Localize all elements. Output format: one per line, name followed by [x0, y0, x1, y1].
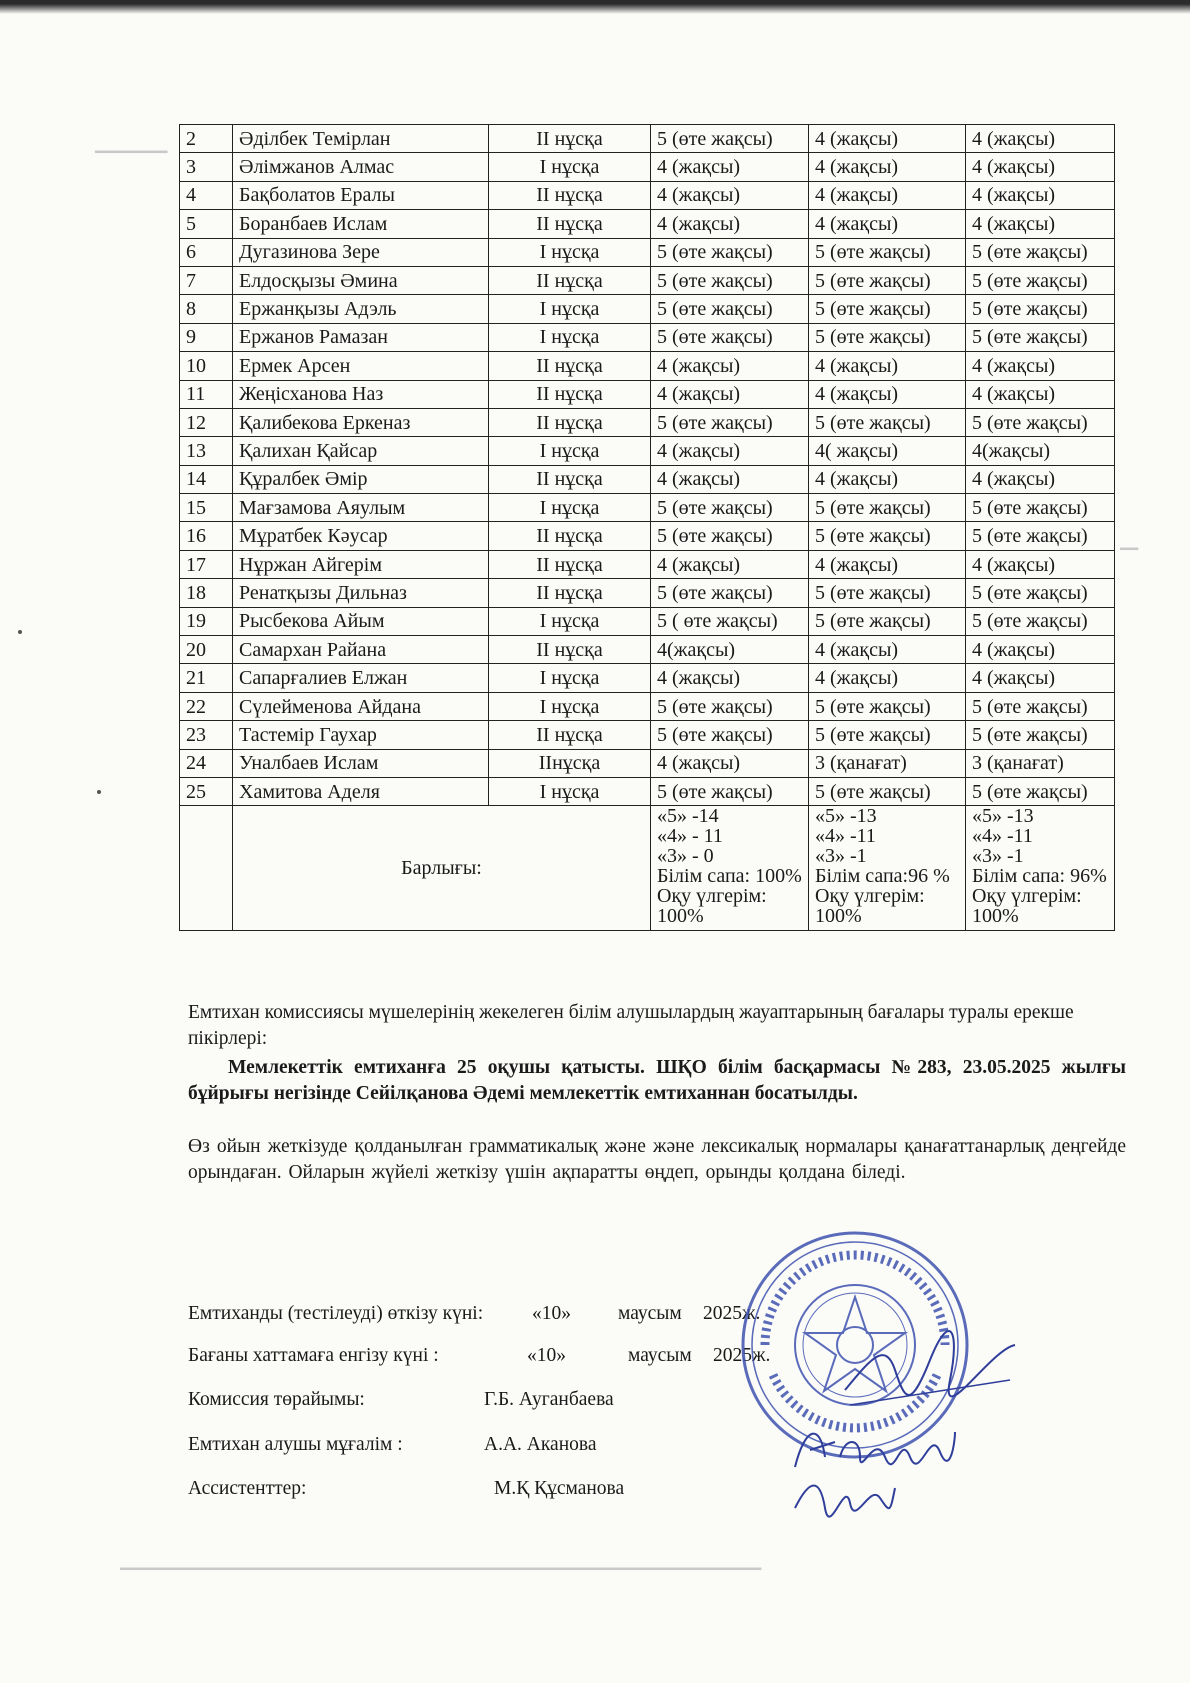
test-variant: I нұсқа [489, 437, 651, 465]
row-number: 17 [180, 550, 233, 578]
row-number: 7 [180, 266, 233, 294]
grades-table [179, 124, 1115, 931]
grade-exam-3: 5 (өте жақсы) [966, 295, 1115, 323]
grade-exam-2: 4 (жақсы) [809, 465, 966, 493]
scan-top-edge [0, 0, 1190, 14]
grade-exam-1: 5 ( өте жақсы) [651, 607, 809, 635]
exam-date-month: маусым [618, 1303, 682, 1324]
grade-exam-2: 4 (жақсы) [809, 352, 966, 380]
row-number: 11 [180, 380, 233, 408]
totals-count-5: «5» -13 [815, 805, 877, 828]
student-name: Ермек Арсен [233, 352, 489, 380]
table-row [180, 408, 1115, 436]
student-name: Бақболатов Ералы [233, 181, 489, 209]
grade-exam-3: 5 (өте жақсы) [966, 494, 1115, 522]
grade-exam-3: 4(жақсы) [966, 437, 1115, 465]
grade-exam-3: 4 (жақсы) [966, 153, 1115, 181]
totals-count-4: «4» - 11 [657, 825, 723, 848]
grade-exam-1: 5 (өте жақсы) [651, 522, 809, 550]
student-name: Боранбаев Ислам [233, 210, 489, 238]
test-variant: II нұсқа [489, 550, 651, 578]
grade-exam-2: 5 (өте жақсы) [809, 721, 966, 749]
test-variant: II нұсқа [489, 579, 651, 607]
test-variant: I нұсқа [489, 323, 651, 351]
row-number: 23 [180, 721, 233, 749]
grade-exam-3: 4 (жақсы) [966, 181, 1115, 209]
test-variant: II нұсқа [489, 465, 651, 493]
grade-exam-1: 5 (өте жақсы) [651, 579, 809, 607]
grade-exam-1: 4 (жақсы) [651, 749, 809, 777]
grade-exam-3: 5 (өте жақсы) [966, 721, 1115, 749]
test-variant: II нұсқа [489, 721, 651, 749]
grade-exam-2: 4 (жақсы) [809, 125, 966, 153]
table-row [180, 437, 1115, 465]
test-variant: II нұсқа [489, 210, 651, 238]
grade-exam-1: 4 (жақсы) [651, 181, 809, 209]
grade-exam-3: 5 (өте жақсы) [966, 692, 1115, 720]
table-row [180, 636, 1115, 664]
chair-name: Г.Б. Ауганбаева [484, 1389, 614, 1410]
row-number: 10 [180, 352, 233, 380]
grade-exam-3: 5 (өте жақсы) [966, 607, 1115, 635]
grade-exam-1: 5 (өте жақсы) [651, 125, 809, 153]
entry-date-day: «10» [527, 1345, 566, 1366]
totals-progress-label: Оқу үлгерім: [815, 885, 925, 908]
grade-exam-2: 4 (жақсы) [809, 380, 966, 408]
grade-exam-1: 5 (өте жақсы) [651, 494, 809, 522]
grade-exam-2: 4 (жақсы) [809, 210, 966, 238]
grade-exam-1: 5 (өте жақсы) [651, 692, 809, 720]
student-name: Ренатқызы Дильназ [233, 579, 489, 607]
student-name: Қалихан Қайсар [233, 437, 489, 465]
totals-count-5: «5» -13 [972, 805, 1034, 828]
student-name: Рысбекова Айым [233, 607, 489, 635]
scan-speck [97, 790, 101, 794]
totals-row [180, 806, 1115, 931]
grade-exam-1: 4 (жақсы) [651, 664, 809, 692]
grade-exam-2: 4 (жақсы) [809, 181, 966, 209]
grade-exam-3: 5 (өте жақсы) [966, 266, 1115, 294]
table-row [180, 238, 1115, 266]
totals-progress-label: Оқу үлгерім: [657, 885, 767, 908]
student-name: Ержанқызы Адэль [233, 295, 489, 323]
test-variant: II нұсқа [489, 266, 651, 294]
student-name: Ержанов Рамазан [233, 323, 489, 351]
test-variant: I нұсқа [489, 692, 651, 720]
table-row [180, 380, 1115, 408]
totals-progress-value: 100% [972, 905, 1019, 928]
student-name: Мағзамова Аяулым [233, 494, 489, 522]
grade-exam-1: 5 (өте жақсы) [651, 295, 809, 323]
student-name: Самархан Райана [233, 636, 489, 664]
grade-exam-3: 4 (жақсы) [966, 636, 1115, 664]
row-number: 18 [180, 579, 233, 607]
table-row [180, 607, 1115, 635]
notes-heading: Емтихан комиссиясы мүшелерінің жекелеген білім алушылардың жауаптарының бағалары туралы ерекше пікірлері: [188, 1002, 1074, 1049]
table-row [180, 181, 1115, 209]
table-row [180, 522, 1115, 550]
test-variant: II нұсқа [489, 408, 651, 436]
notes-bold-statement: Мемлекеттік емтиханға 25 оқушы қатысты. ШҚО білім басқармасы №283, 23.05.2025 жылғы бұйрығы негізінде Сейілқанова Әдемі мемлекеттік емтиханнан босатылды. [188, 1057, 1126, 1104]
exam-date-day: «10» [532, 1303, 571, 1324]
grade-exam-2: 5 (өте жақсы) [809, 777, 966, 805]
student-name: Әлімжанов Алмас [233, 153, 489, 181]
student-name: Жеңісханова Наз [233, 380, 489, 408]
grade-exam-2: 4 (жақсы) [809, 550, 966, 578]
grade-exam-2: 4( жақсы) [809, 437, 966, 465]
test-variant: I нұсқа [489, 295, 651, 323]
grade-exam-1: 4(жақсы) [651, 636, 809, 664]
test-variant: II нұсқа [489, 636, 651, 664]
grade-exam-2: 5 (өте жақсы) [809, 238, 966, 266]
test-variant: II нұсқа [489, 125, 651, 153]
row-number: 15 [180, 494, 233, 522]
row-number: 21 [180, 664, 233, 692]
test-variant: I нұсқа [489, 238, 651, 266]
grade-exam-3: 4 (жақсы) [966, 210, 1115, 238]
totals-quality: Білім сапа: 96% [972, 865, 1107, 888]
table-row [180, 295, 1115, 323]
exam-date-label: Емтиханды (тестілеуді) өткізу күні: [188, 1303, 484, 1324]
grade-exam-3: 4 (жақсы) [966, 664, 1115, 692]
table-row [180, 749, 1115, 777]
grade-exam-2: 5 (өте жақсы) [809, 295, 966, 323]
totals-label: Барлығы: [233, 806, 651, 931]
teacher-name: А.А. Аканова [484, 1434, 597, 1455]
test-variant: II нұсқа [489, 181, 651, 209]
totals-quality: Білім сапа:96 % [815, 865, 950, 888]
student-name: Қалибекова Еркеназ [233, 408, 489, 436]
assistants-name: М.Қ Құсманова [494, 1478, 625, 1499]
student-name: Әділбек Темірлан [233, 125, 489, 153]
row-number: 19 [180, 607, 233, 635]
test-variant: I нұсқа [489, 494, 651, 522]
grade-exam-2: 4 (жақсы) [809, 664, 966, 692]
totals-count-3: «3» -1 [972, 845, 1024, 868]
row-number: 12 [180, 408, 233, 436]
row-number: 2 [180, 125, 233, 153]
totals-count-4: «4» -11 [972, 825, 1033, 848]
grade-exam-2: 4 (жақсы) [809, 636, 966, 664]
test-variant: I нұсқа [489, 153, 651, 181]
row-number: 3 [180, 153, 233, 181]
entry-date-year: 2025ж. [713, 1345, 771, 1366]
grade-exam-3: 4 (жақсы) [966, 380, 1115, 408]
grade-exam-2: 5 (өте жақсы) [809, 579, 966, 607]
row-number: 13 [180, 437, 233, 465]
grade-exam-2: 5 (өте жақсы) [809, 266, 966, 294]
test-variant: II нұсқа [489, 352, 651, 380]
student-name: Сапарғалиев Елжан [233, 664, 489, 692]
grade-exam-3: 5 (өте жақсы) [966, 323, 1115, 351]
test-variant: I нұсқа [489, 607, 651, 635]
test-variant: I нұсқа [489, 664, 651, 692]
row-number: 22 [180, 692, 233, 720]
student-name: Құралбек Әмір [233, 465, 489, 493]
grade-exam-2: 5 (өте жақсы) [809, 494, 966, 522]
entry-date-month: маусым [628, 1345, 692, 1366]
row-number: 20 [180, 636, 233, 664]
grade-exam-2: 3 (қанағат) [809, 749, 966, 777]
row-number: 8 [180, 295, 233, 323]
grade-exam-1: 4 (жақсы) [651, 153, 809, 181]
grade-exam-2: 4 (жақсы) [809, 153, 966, 181]
totals-count-4: «4» -11 [815, 825, 876, 848]
totals-progress-label: Оқу үлгерім: [972, 885, 1082, 908]
grade-exam-1: 5 (өте жақсы) [651, 777, 809, 805]
student-name: Дугазинова Зере [233, 238, 489, 266]
row-number: 16 [180, 522, 233, 550]
table-row [180, 664, 1115, 692]
grade-exam-2: 5 (өте жақсы) [809, 408, 966, 436]
student-name: Хамитова Аделя [233, 777, 489, 805]
totals-exam-3 [966, 806, 1115, 931]
test-variant: I нұсқа [489, 777, 651, 805]
grade-exam-2: 5 (өте жақсы) [809, 692, 966, 720]
test-variant: IIнұсқа [489, 749, 651, 777]
table-row [180, 579, 1115, 607]
grade-exam-1: 5 (өте жақсы) [651, 721, 809, 749]
student-name: Сүлейменова Айдана [233, 692, 489, 720]
assistants-label: Ассистенттер: [188, 1478, 307, 1499]
table-row [180, 352, 1115, 380]
student-name: Елдосқызы Әмина [233, 266, 489, 294]
totals-quality: Білім сапа: 100% [657, 865, 802, 888]
grade-exam-1: 5 (өте жақсы) [651, 323, 809, 351]
test-variant: II нұсқа [489, 522, 651, 550]
table-row [180, 550, 1115, 578]
grade-exam-1: 5 (өте жақсы) [651, 266, 809, 294]
totals-count-5: «5» -14 [657, 805, 719, 828]
table-row [180, 721, 1115, 749]
student-name: Нұржан Айгерім [233, 550, 489, 578]
row-number: 9 [180, 323, 233, 351]
table-row [180, 692, 1115, 720]
entry-date-label: Бағаны хаттамаға енгізу күні : [188, 1345, 439, 1366]
totals-progress-value: 100% [657, 905, 704, 928]
row-number: 6 [180, 238, 233, 266]
chair-label: Комиссия төрайымы: [188, 1389, 365, 1410]
teacher-label: Емтихан алушы мұғалім : [188, 1434, 403, 1455]
grade-exam-3: 5 (өте жақсы) [966, 408, 1115, 436]
scan-speck [18, 630, 22, 634]
totals-count-3: «3» -1 [815, 845, 867, 868]
grade-exam-2: 5 (өте жақсы) [809, 323, 966, 351]
grade-exam-2: 5 (өте жақсы) [809, 607, 966, 635]
grade-exam-1: 4 (жақсы) [651, 380, 809, 408]
grade-exam-1: 4 (жақсы) [651, 352, 809, 380]
totals-progress-value: 100% [815, 905, 862, 928]
totals-empty-cell [180, 806, 233, 931]
row-number: 14 [180, 465, 233, 493]
test-variant: II нұсқа [489, 380, 651, 408]
grade-exam-3: 5 (өте жақсы) [966, 579, 1115, 607]
grade-exam-1: 4 (жақсы) [651, 437, 809, 465]
table-row [180, 494, 1115, 522]
totals-exam-1 [651, 806, 809, 931]
grade-exam-3: 4 (жақсы) [966, 550, 1115, 578]
student-name: Мұратбек Кәусар [233, 522, 489, 550]
table-row [180, 465, 1115, 493]
chair-signature [840, 1320, 1020, 1420]
table-row [180, 777, 1115, 805]
row-number: 24 [180, 749, 233, 777]
row-number: 5 [180, 210, 233, 238]
table-row [180, 153, 1115, 181]
grade-exam-2: 5 (өте жақсы) [809, 522, 966, 550]
table-row [180, 125, 1115, 153]
totals-count-3: «3» - 0 [657, 845, 714, 868]
student-name: Тастемір Гаухар [233, 721, 489, 749]
grade-exam-1: 4 (жақсы) [651, 465, 809, 493]
grade-exam-1: 5 (өте жақсы) [651, 238, 809, 266]
grade-exam-3: 4 (жақсы) [966, 465, 1115, 493]
table-row [180, 266, 1115, 294]
row-number: 4 [180, 181, 233, 209]
grade-exam-3: 4 (жақсы) [966, 125, 1115, 153]
grade-exam-1: 5 (өте жақсы) [651, 408, 809, 436]
grade-exam-3: 4 (жақсы) [966, 352, 1115, 380]
notes-body: Өз ойын жеткізуде қолданылған грамматикалық және және лексикалық нормалары қанағаттанарлық деңгейде орындаған. Ойларын жүйелі жеткізу үшін ақпаратты өңдеп, орынды қолдана біледі. [188, 1136, 1126, 1183]
grade-exam-3: 5 (өте жақсы) [966, 238, 1115, 266]
grade-exam-3: 5 (өте жақсы) [966, 777, 1115, 805]
grades-table-body [180, 125, 1115, 806]
grade-exam-3: 3 (қанағат) [966, 749, 1115, 777]
row-number: 25 [180, 777, 233, 805]
grade-exam-3: 5 (өте жақсы) [966, 522, 1115, 550]
student-name: Уналбаев Ислам [233, 749, 489, 777]
totals-exam-2 [809, 806, 966, 931]
grade-exam-1: 4 (жақсы) [651, 210, 809, 238]
grade-exam-1: 4 (жақсы) [651, 550, 809, 578]
table-row [180, 323, 1115, 351]
exam-date-year: 2025ж. [703, 1303, 761, 1324]
table-row [180, 210, 1115, 238]
assistant-signature [790, 1468, 900, 1523]
